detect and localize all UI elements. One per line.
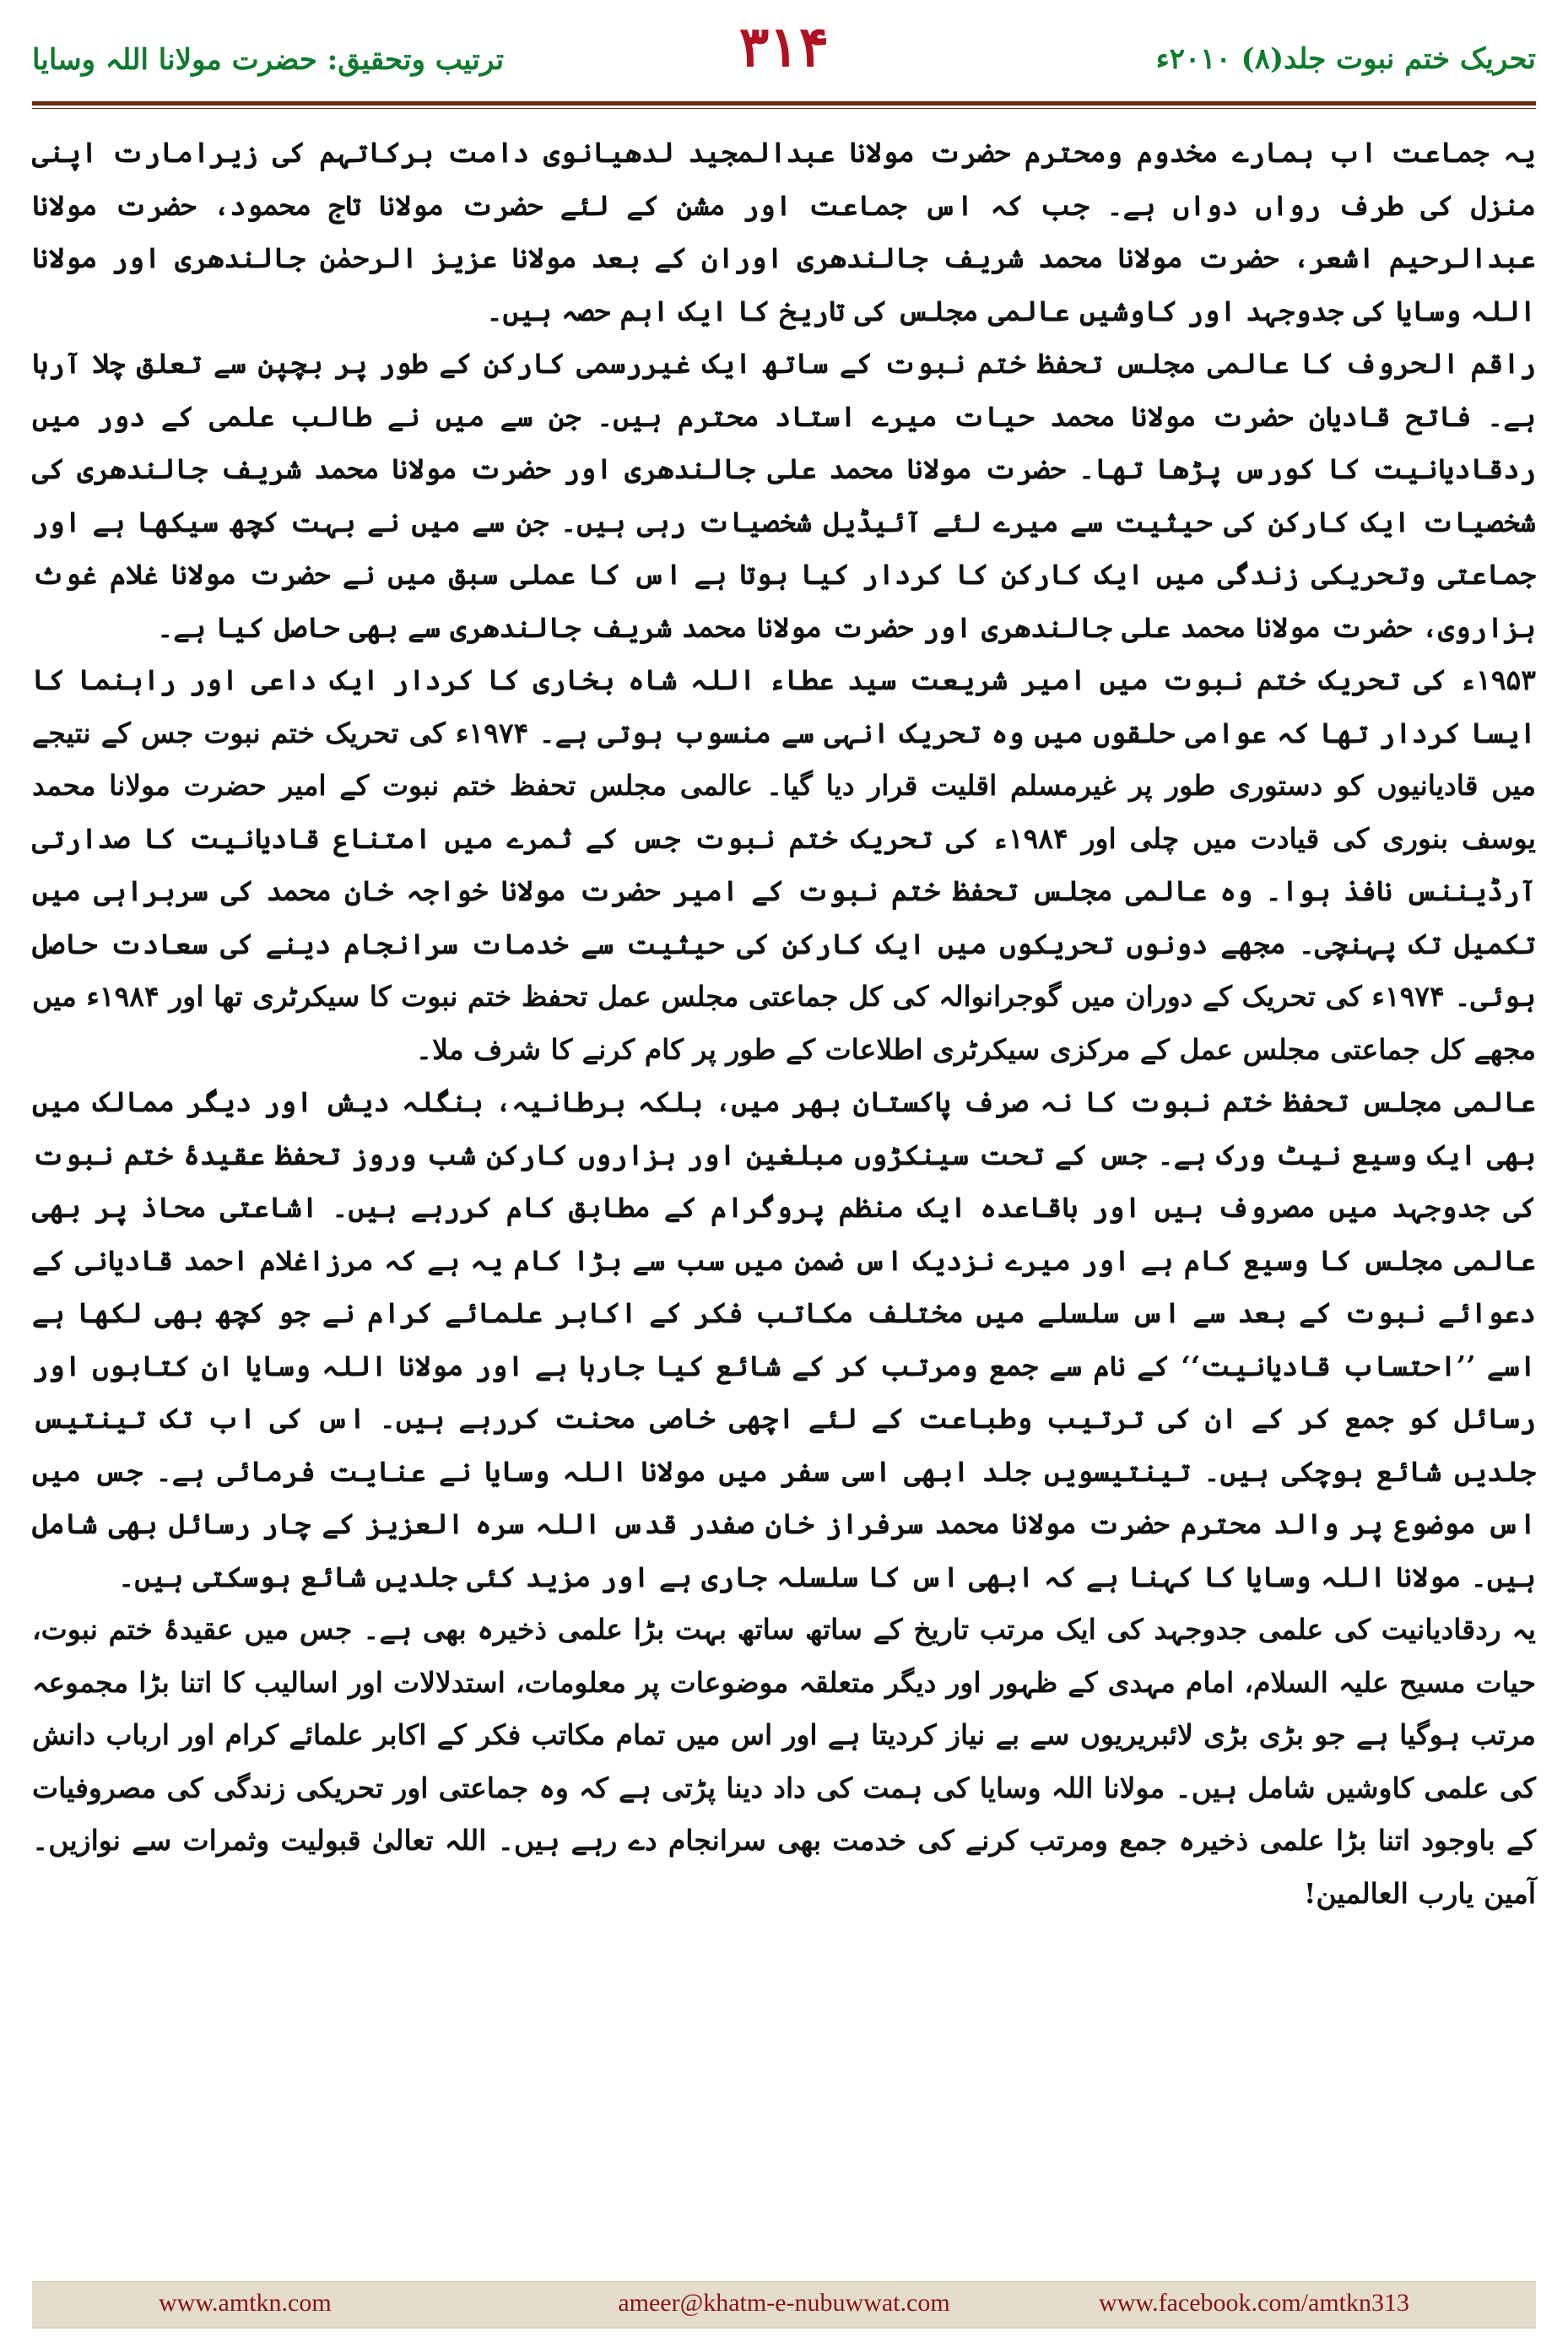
paragraph-4: عالمی مجلس تحفظ ختم نبوت کا نہ صرف پاکستان بھر میں، بلکہ برطانیہ، بنگلہ دیش اور دیگر ممالک میں بھی ایک وسیع نیٹ ورک ہے۔ جس کے تحت سینکڑوں مبلغین اور ہزاروں کارکن شب وروز تحفظ عقیدۂ ختم نبوت کی جدوجہد میں مصروف ہیں اور باقاعدہ ایک منظم پروگرام کے مطابق کام کررہے ہیں۔ اشاعتی محاذ پر بھی عالمی مجلس کا وسیع کام ہے اور میرے نزدیک اس ضمن میں سب سے بڑا کام یہ ہے کہ مرزاغلام احمد قادیانی کے دعوائے نبوت کے بعد سے اس سلسلے میں مختلف مکاتب فکر کے اکابر علمائے کرام نے جو کچھ بھی لکھا ہے اسے ’’احتساب قادیانیت‘‘ کے نام سے جمع ومرتب کر کے شائع کیا جارہا ہے اور مولانا اللہ وسایا ان کتابوں اور رسائل کو جمع کر کے ان کی ترتیب وطباعت کے لئے اچھی خاصی محنت کررہے ہیں۔ اس کی اب تک تینتیس جلدیں شائع ہوچکی ہیں۔ تینتیسویں جلد ابھی اسی سفر میں مولانا اللہ وسایا نے عنایت فرمائی ہے۔ جس میں اس موضوع پر والد محترم حضرت مولانا محمد سرفراز خان صفدر قدس اللہ سرہ العزیز کے چار رسائل بھی شامل ہیں۔ مولانا اللہ وسایا کا کہنا ہے کہ ابھی اس کا سلسلہ جاری ہے اور مزید کئی جلدیں شائع ہوسکتی ہیں۔ <box>32 1085 1536 1593</box>
header-divider-thin <box>32 108 1536 109</box>
compiler-credit: ترتیب وتحقیق: حضرت مولانا اللہ وسایا <box>32 43 505 77</box>
facebook-link[interactable]: www.facebook.com/amtkn313 <box>1099 2289 1409 2317</box>
header-divider <box>32 101 1536 105</box>
website-link[interactable]: www.amtkn.com <box>159 2289 332 2317</box>
paragraph-3: ۱۹۵۳ء کی تحریک ختم نبوت میں امیر شریعت سید عطاء اللہ شاہ بخاری کا کردار ایک داعی اور راہنما کا ایسا کردار تھا کہ عوامی حلقوں میں وہ تحریک انہی سے منسوب ہوتی ہے۔ ۱۹۷۴ء کی تحریک ختم نبوت جس کے نتیجے میں قادیانیوں کو دستوری طور پر غیرمسلم اقلیت قرار دیا گیا۔ عالمی مجلس تحفظ ختم نبوت کے امیر حضرت مولانا محمد یوسف بنوری کی قیادت میں چلی اور ۱۹۸۴ء کی تحریک ختم نبوت جس کے ثمرے میں امتناع قادیانیت کا صدارتی آرڈیننس نافذ ہوا۔ وہ عالمی مجلس تحفظ ختم نبوت کے امیر حضرت مولانا خواجہ خان محمد کی سربراہی میں تکمیل تک پہنچی۔ مجھے دونوں تحریکوں میں ایک کارکن کی حیثیت سے خدمات سرانجام دینے کی سعادت حاصل ہوئی۔ ۱۹۷۴ء کی تحریک کے دوران میں گوجرانوالہ کی کل جماعتی مجلس عمل تحفظ ختم نبوت کا سیکرٹری تھا اور ۱۹۸۴ء میں مجھے کل جماعتی مجلس عمل کے مرکزی سیکرٹری اطلاعات کے طور پر کام کرنے کا شرف ملا۔ <box>32 663 1537 1066</box>
book-title: تحریک ختم نبوت جلد(۸) ۲۰۱۰ء <box>1155 42 1536 76</box>
email-link[interactable]: ameer@khatm-e-nubuwwat.com <box>618 2289 950 2317</box>
paragraph-1: یہ جماعت اب ہمارے مخدوم ومحترم حضرت مولانا عبدالمجید لدھیانوی دامت برکاتہم کی زیرامارت اپنی منزل کی طرف رواں دواں ہے۔ جب کہ اس جماعت اور مشن کے لئے حضرت مولانا تاج محمود، حضرت مولانا عبدالرحیم اشعر، حضرت مولانا محمد شریف جالندھری اوران کے بعد مولانا عزیز الرحمٰن جالندھری اور مولانا اللہ وسایا کی جدوجہد اور کاوشیں عالمی مجلس کی تاریخ کا ایک اہم حصہ ہیں۔ <box>32 136 1536 327</box>
page-number: ۳۱۴ <box>738 14 830 79</box>
page-footer <box>32 2281 1536 2328</box>
paragraph-2: راقم الحروف کا عالمی مجلس تحفظ ختم نبوت کے ساتھ ایک غیررسمی کارکن کے طور پر بچپن سے تعلق چلا آرہا ہے۔ فاتح قادیان حضرت مولانا محمد حیات میرے استاد محترم ہیں۔ جن سے میں نے طالب علمی کے دور میں ردقادیانیت کا کورس پڑھا تھا۔ حضرت مولانا محمد علی جالندھری اور حضرت مولانا محمد شریف جالندھری کی شخصیات ایک کارکن کی حیثیت سے میرے لئے آئیڈیل شخصیات رہی ہیں۔ جن سے میں نے بہت کچھ سیکھا ہے اور جماعتی وتحریکی زندگی میں ایک کارکن کا کردار کیا ہوتا ہے اس کا عملی سبق میں نے حضرت مولانا غلام غوث ہزاروی، حضرت مولانا محمد علی جالندھری اور حضرت مولانا محمد شریف جالندھری سے بھی حاصل کیا ہے۔ <box>32 347 1536 644</box>
page-header <box>32 14 1536 111</box>
article-body <box>32 127 1536 1920</box>
paragraph-5: یہ ردقادیانیت کی علمی جدوجہد کی ایک مرتب تاریخ کے ساتھ ساتھ بہت بڑا علمی ذخیرہ بھی ہے۔ جس میں عقیدۂ ختم نبوت، حیات مسیح علیہ السلام، امام مہدی کے ظہور اور دیگر متعلقہ موضوعات پر معلومات، استدلالات اور اسالیب کا اتنا بڑا مجموعہ مرتب ہوگیا ہے جو بڑی بڑی لائبریریوں سے بے نیاز کردیتا ہے اور اس میں تمام مکاتب فکر کے اکابر علمائے کرام اور ارباب دانش کی علمی کاوشیں شامل ہیں۔ مولانا اللہ وسایا کی ہمت کی داد دینا پڑتی ہے کہ وہ جماعتی اور تحریکی زندگی کی مصروفیات کے باوجود اتنا بڑا علمی ذخیرہ جمع ومرتب کرنے کی خدمت بھی سرانجام دے رہے ہیں۔ اللہ تعالیٰ قبولیت وثمرات سے نوازیں۔ آمین یارب العالمین! <box>32 1613 1536 1910</box>
